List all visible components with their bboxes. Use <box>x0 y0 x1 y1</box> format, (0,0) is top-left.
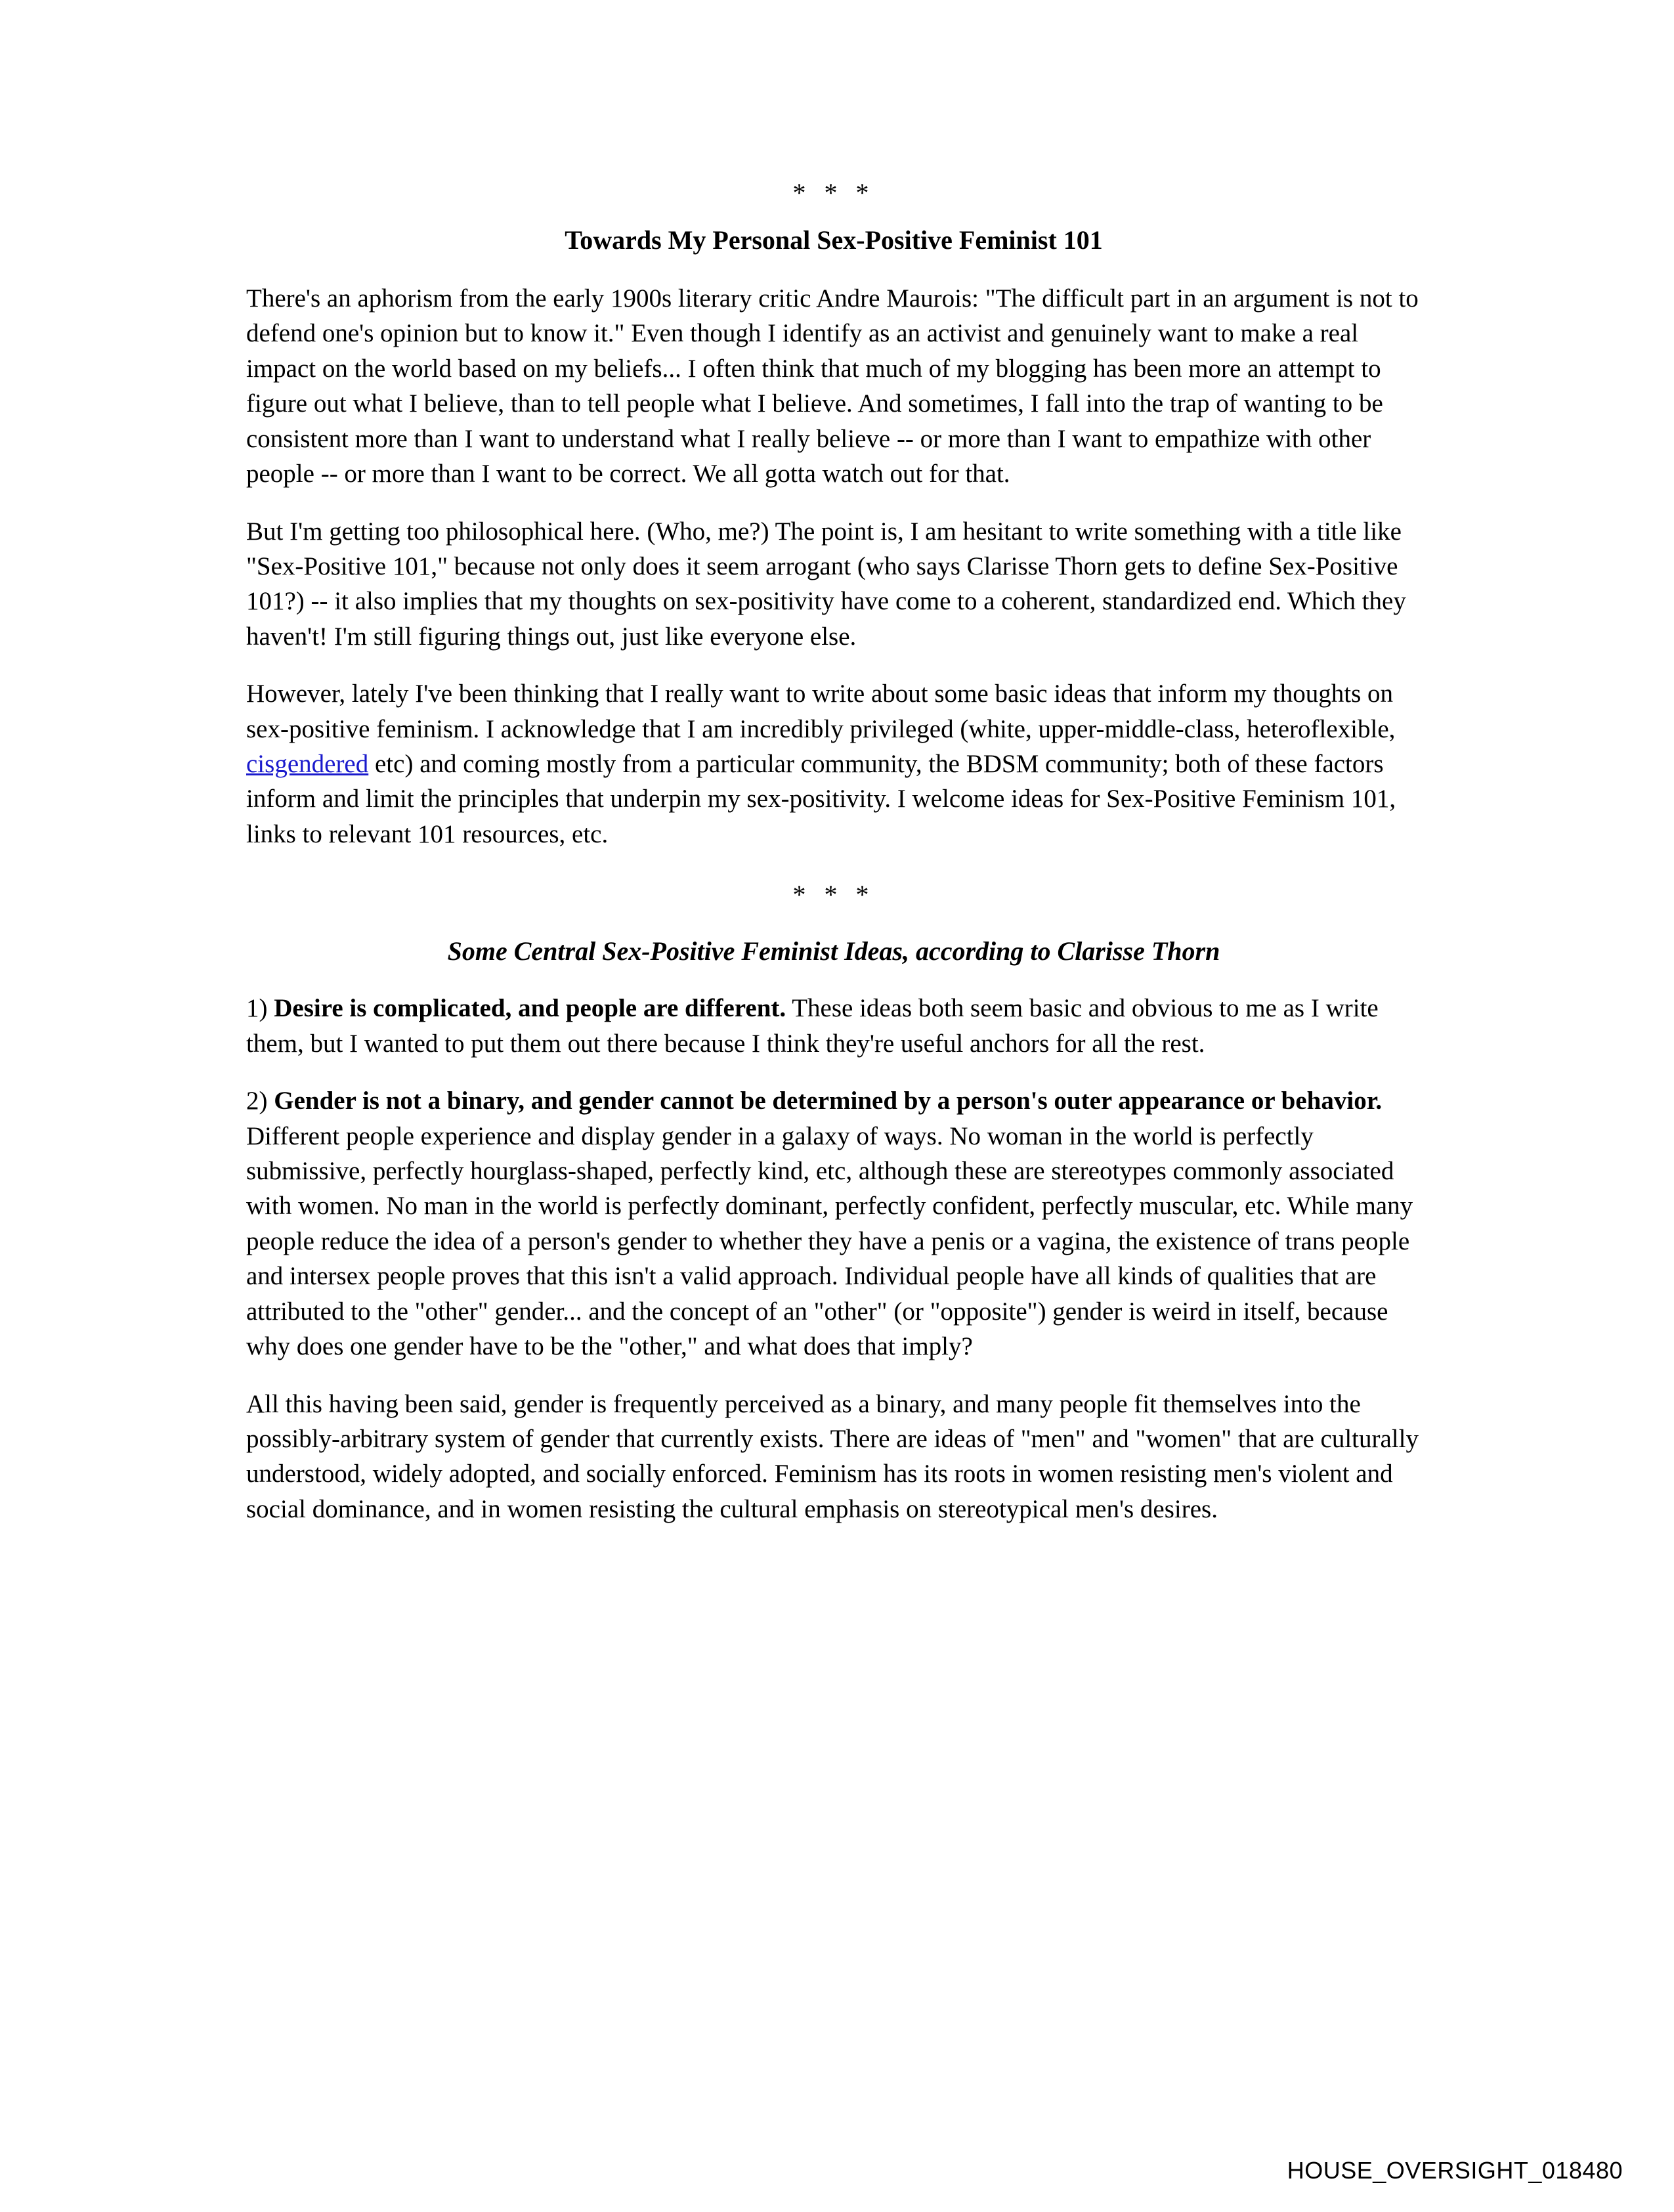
list-item-2-lead: Gender is not a binary, and gender cannot be determined by a person's outer appearance or behavior. <box>274 1087 1383 1116</box>
list-item-2 <box>246 1083 1421 1364</box>
list-item-1-body: These ideas both seem basic and obvious to me as I write them, but I wanted to put them out there because I think they're useful anchors for all the rest. <box>246 994 1379 1058</box>
section-title: Some Central Sex-Positive Feminist Ideas, according to Clarisse Thorn <box>447 936 1220 966</box>
list-item-2-body: Different people experience and display gender in a galaxy of ways. No woman in the world is perfectly submissive, perfectly hourglass-shaped, perfectly kind, etc, although these are stereotypes commonly associated with women. No man in the world is perfectly dominant, perfectly confident, perfectly muscular, etc. While many people reduce the idea of a person's gender to whether they have a penis or a vagina, the existence of trans people and intersex people proves that this isn't a valid approach. Individual people have all kinds of qualities that are attributed to the "other" gender... and the concept of an "other" (or "opposite") gender is weird in itself, because why does one gender have to be the "other," and what does that imply? <box>246 1121 1413 1361</box>
list-item-1-lead: Desire is complicated, and people are different. <box>274 994 786 1023</box>
section-divider-top: * * * <box>792 178 875 207</box>
cisgendered-link[interactable]: cisgendered <box>246 750 369 779</box>
list-item-1-number: 1) <box>246 994 274 1023</box>
paragraph-2: But I'm getting too philosophical here. (Who, me?) The point is, I am hesitant to write something with a title like "Sex-Positive 101," because not only does it seem arrogant (who says Clarisse Thorn gets to define Sex-Positive 101?) -- it also implies that my thoughts on sex-positivity have come to a coherent, standardized end. Which they haven't! I'm still figuring things out, just like everyone else. <box>246 517 1406 651</box>
paragraph-3-text-after-link: etc) and coming mostly from a particular community, the BDSM community; both of these factors inform and limit the principles that underpin my sex-positivity. I welcome ideas for Sex-Positive Feminism 101, links to relevant 101 resources, etc. <box>246 750 1396 848</box>
page-title: Towards My Personal Sex-Positive Feminist 101 <box>565 225 1103 255</box>
section-divider-middle: * * * <box>792 880 875 910</box>
document-body <box>246 177 1421 1527</box>
list-item-2-number: 2) <box>246 1087 274 1116</box>
paragraph-last: All this having been said, gender is frequently perceived as a binary, and many people fit themselves into the possibly-arbitrary system of gender that currently exists. There are ideas of "men" and "women" that are culturally understood, widely adopted, and socially enforced. Feminism has its roots in women resisting men's violent and social dominance, and in women resisting the cultural emphasis on stereotypical men's desires. <box>246 1389 1419 1523</box>
paragraph-3 <box>246 676 1421 852</box>
paragraph-1: There's an aphorism from the early 1900s literary critic Andre Maurois: "The difficult part in an argument is not to defend one's opinion but to know it." Even though I identify as an activist and genuinely want to make a real impact on the world based on my beliefs... I often think that much of my blogging has been more an attempt to figure out what I believe, than to tell people what I believe. And sometimes, I fall into the trap of wanting to be consistent more than I want to understand what I really believe -- or more than I want to empathize with other people -- or more than I want to be correct. We all gotta watch out for that. <box>246 284 1419 488</box>
paragraph-3-text-before-link: However, lately I've been thinking that I really want to write about some basic ideas that inform my thoughts on sex-positive feminism. I acknowledge that I am incredibly privileged (white, upper-middle-class, heteroflexible, <box>246 680 1396 743</box>
list-item-1 <box>246 991 1421 1061</box>
bates-stamp: HOUSE_OVERSIGHT_018480 <box>1287 2157 1623 2184</box>
